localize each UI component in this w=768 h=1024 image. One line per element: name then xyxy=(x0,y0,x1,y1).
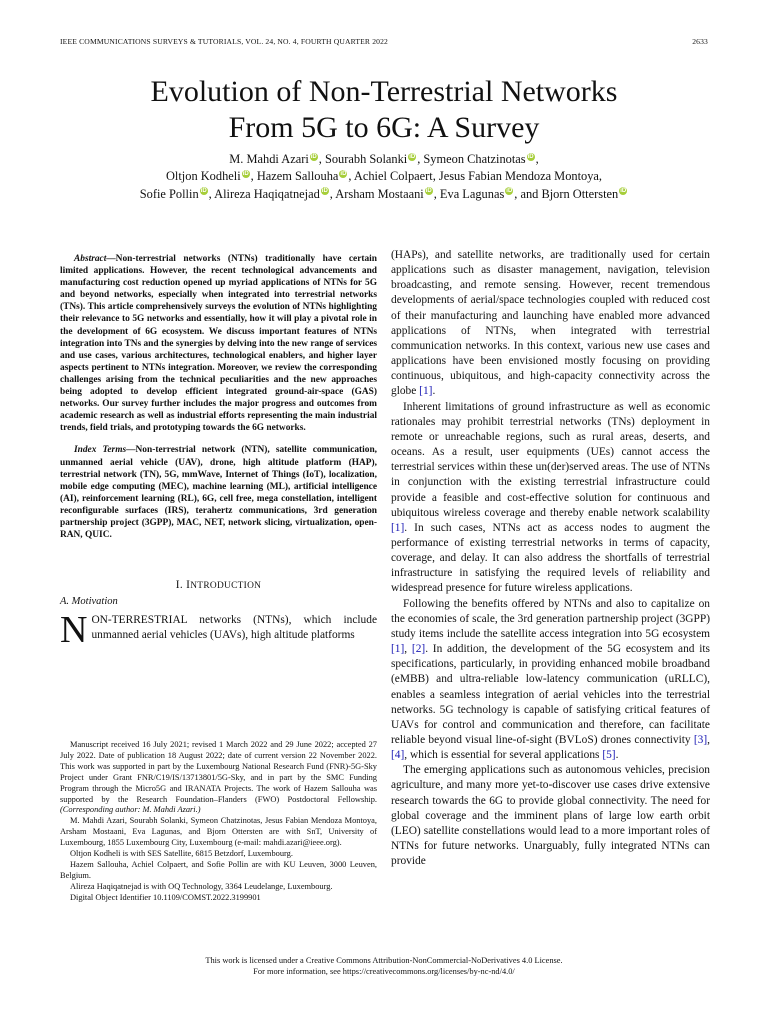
license-line: This work is licensed under a Creative Commons Attribution-NonCommercial-NoDerivatives 4.0 License. xyxy=(205,956,563,965)
drop-cap: N xyxy=(60,609,88,652)
author-name: , Sourabh Solanki xyxy=(318,152,408,166)
author-name: , and Bjorn Ottersten xyxy=(514,186,619,201)
paragraph-text: Inherent limitations of ground infrastructure as well as economic rationales may prohibit terrestrial networks (TNs) deployment in remote or unreachable regions, such as rural areas, deserts, and oceans. As a result, user equipments (UEs) cannot access the terrestrial services within these un(der)served areas. The use of NTNs in conjunction with the existing terrestrial infrastructure could provide a feasible and cost-effective solution for continuous and ubiquitous wireless coverage and thereby enable network scalability xyxy=(391,400,710,519)
paragraph-text: Following the benefits offered by NTNs and also to capitalize on the economies of scale, the 3rd generation partnership project (3GPP) study items include the satellite access integration into 5G ecosystem xyxy=(391,597,710,640)
license-link[interactable]: For more information, see https://creativecommons.org/licenses/by-nc-nd/4.0/ xyxy=(253,967,515,976)
intro-paragraph xyxy=(60,609,377,652)
author-name: , Eva Lagunas xyxy=(433,186,505,201)
paragraph-text: . In such cases, NTNs act as access nodes to augment the performance of existing terrestrial networks in terms of capacity, coverage, and delay. It can also address the shortfalls of terrestrial infrastructure in satisfying the required levels of reliability and widespread presence for future wireless applications. xyxy=(391,521,710,595)
index-terms-label: Index Terms xyxy=(74,445,127,456)
index-terms-text: —Non-terrestrial network (NTN), satellite communication, unmanned aerial vehicle (UAV), drone, high altitude platform (HAP), terrestrial network (TN), 5G, mmWave, Internet of Things (IoT), localization, mobile edge computing (MEC), machine learning (ML), artificial intelligence (AI), reinforcement learning (RL), 6G, cell free, mega constellation, intelligent reconfigurable surfaces (IRS), terahertz communications, 3rd generation partnership project (3GPP), MAC, NET, network slicing, virtualization, open-RAN, QUIC. xyxy=(60,445,378,541)
running-header xyxy=(60,37,708,46)
body-paragraph xyxy=(391,248,710,400)
citation-link[interactable]: [1] xyxy=(391,643,405,656)
footnote-manuscript xyxy=(60,740,377,816)
left-column xyxy=(60,253,378,652)
orcid-icon[interactable]: iD xyxy=(310,153,317,160)
paragraph-text: . In addition, the development of the 5G ecosystem and its specifications, particularly, in providing enhanced mobile broadband (eMBB) and ultra-reliable low-latency communication (uRLLC), enables a seamless integration of aerial vehicles into the terrestrial networks. 5G technology is capable of satisfying critical features of UAVs for control and communication and therefore, can facilitate reliable beyond visual line-of-sight (BVLoS) drones connectivity xyxy=(391,643,710,746)
orcid-icon[interactable]: iD xyxy=(425,188,432,195)
orcid-icon[interactable]: iD xyxy=(620,188,627,195)
paper-title xyxy=(60,74,708,146)
orcid-icon[interactable]: iD xyxy=(409,153,416,160)
abstract xyxy=(60,253,377,434)
footnote-affiliation: Hazem Sallouha, Achiel Colpaert, and Sofie Pollin are with KU Leuven, 3000 Leuven, Belgium. xyxy=(60,859,377,880)
author-name: Oltjon Kodheli xyxy=(165,169,241,184)
author-name: , Arsham Mostaani xyxy=(329,186,424,201)
citation-link[interactable]: [4] xyxy=(391,749,405,762)
citation-link[interactable]: [5] xyxy=(602,749,616,762)
section-name: NTRODUCTION xyxy=(190,581,262,592)
page-number: 2633 xyxy=(692,37,708,46)
author-name: M. Mahdi Azari xyxy=(229,152,309,166)
footnote-text: Manuscript received 16 July 2021; revised 1 March 2022 and 29 June 2022; accepted 27 July 2022. Date of publication 18 August 2022; date of current version 22 November 2022. This work was supported in part by the Luxembourg National Research Fund (FNR)-5G-Sky Project under Grant FNR/C19/IS/13713801/5G-Sky, and in part by the SMC Funding Program through the Micro5G and IRANATA Projects. The work of Hazem Sallouha was supported by the Research Foundation–Flanders (FWO) Postdoctoral Fellowship. xyxy=(60,740,377,804)
footnote-affiliation: M. Mahdi Azari, Sourabh Solanki, Symeon Chatzinotas, Jesus Fabian Mendoza Montoya, Arsham Mostaani, Eva Lagunas, and Bjorn Ottersten are with SnT, University of Luxembourg, 1855 Luxembourg City, Luxembourg (e-mail: mahdi.azari@ieee.org). xyxy=(60,816,377,848)
journal-name: IEEE COMMUNICATIONS SURVEYS & TUTORIALS, VOL. 24, NO. 4, FOURTH QUARTER 2022 xyxy=(60,37,388,46)
abstract-label: Abstract xyxy=(74,254,107,264)
author-name: , Alireza Haqiqatnejad xyxy=(208,186,320,201)
author-name: , Hazem Sallouha xyxy=(250,169,339,184)
author-list xyxy=(60,151,708,203)
title-line-1: Evolution of Non-Terrestrial Networks xyxy=(150,75,618,108)
footnotes xyxy=(60,740,377,904)
orcid-icon[interactable]: iD xyxy=(242,171,249,178)
paragraph-text: (HAPs), and satellite networks, are traditionally used for certain applications such as disaster management, navigation, television broadcasting, and remote sensing. However, recent tremendous developments of aerial/space technologies coupled with reduced cost of their manufacturing and launching have enabled more advanced applications of NTNs, when integrated with terrestrial communication networks. In this context, various new use cases and applications have been envisioned mostly focusing on providing continuous, ubiquitous, and high-capacity connectivity across the globe xyxy=(391,249,710,398)
footnote-affiliation: Alireza Haqiqatnejad is with OQ Technology, 3364 Leudelange, Luxembourg. xyxy=(70,881,333,891)
section-heading xyxy=(60,579,377,591)
footnote-affiliation: Oltjon Kodheli is with SES Satellite, 6815 Betzdorf, Luxembourg. xyxy=(70,849,293,859)
index-terms xyxy=(60,444,377,541)
citation-link[interactable]: [3] xyxy=(693,734,708,746)
subsection-heading: A. Motivation xyxy=(60,596,118,608)
paragraph-text: , which is essential for several applications xyxy=(404,749,603,762)
license-notice xyxy=(60,955,708,977)
orcid-icon[interactable]: iD xyxy=(527,153,534,160)
footnote-doi: Digital Object Identifier 10.1109/COMST.2022.3199901 xyxy=(70,892,261,902)
paragraph-text: , xyxy=(707,734,710,746)
abstract-text: —Non-terrestrial networks (NTNs) traditionally have certain limited applications. However, the recent technological advancements and manufacturing cost reduction opened up myriad applications of NTNs for 5G and beyond networks, especially when integrated into terrestrial networks (TNs). This article comprehensively surveys the evolution of NTNs highlighting their relevance to 5G networks and essentially, how it will play a pivotal role in the development of 6G ecosystem. We discuss important features of NTNs integration into TNs and the synergies by delving into the new range of services and use cases, various architectures, technological enablers, and higher layer aspects pertinent to NTNs integration. Moreover, we review the corresponding challenges arising from the technical peculiarities and the new approaches being adopted to develop efficient integrated ground-air-space (GAS) networks. Our survey further includes the major progress and outcomes from academic research as well as industrial efforts representing the main industrial trends, field trials, and prototyping towards the 6G networks. xyxy=(60,254,377,434)
right-column xyxy=(391,248,710,869)
body-paragraph xyxy=(391,597,710,764)
orcid-icon[interactable]: iD xyxy=(200,188,207,195)
corresponding-author: (Corresponding author: M. Mahdi Azari.) xyxy=(60,805,201,815)
orcid-icon[interactable]: iD xyxy=(321,188,328,195)
paragraph-text: . xyxy=(432,385,436,398)
citation-link[interactable]: [2] xyxy=(411,643,426,656)
paragraph-text: . xyxy=(615,749,619,762)
citation-link[interactable]: [1] xyxy=(419,385,433,398)
paragraph-text: , xyxy=(404,643,412,656)
orcid-icon[interactable]: iD xyxy=(340,171,347,178)
section-numeral: I. I xyxy=(175,579,191,592)
intro-text: ON-TERRESTRIAL networks (NTNs), which include unmanned aerial vehicles (UAVs), high altitude platforms xyxy=(91,614,377,642)
author-name: , Achiel Colpaert, Jesus Fabian Mendoza Montoya, xyxy=(348,169,603,184)
orcid-icon[interactable]: iD xyxy=(506,188,513,195)
author-separator: , xyxy=(535,152,539,166)
author-name: , Symeon Chatzinotas xyxy=(417,152,526,166)
body-paragraph xyxy=(391,400,710,597)
author-name: Sofie Pollin xyxy=(139,186,199,201)
body-paragraph: The emerging applications such as autonomous vehicles, precision agriculture, and many more yet-to-discover use cases drive extensive research towards the 6G to provide global connectivity. The need for global coverage and the imminent plans of large low earth orbit (LEO) satellite constellations would lead to a more important roles of NTNs for future networks. Unarguably, fully integrated NTNs can provide xyxy=(391,764,710,868)
citation-link[interactable]: [1] xyxy=(391,521,405,534)
title-line-2: From 5G to 6G: A Survey xyxy=(228,111,540,144)
